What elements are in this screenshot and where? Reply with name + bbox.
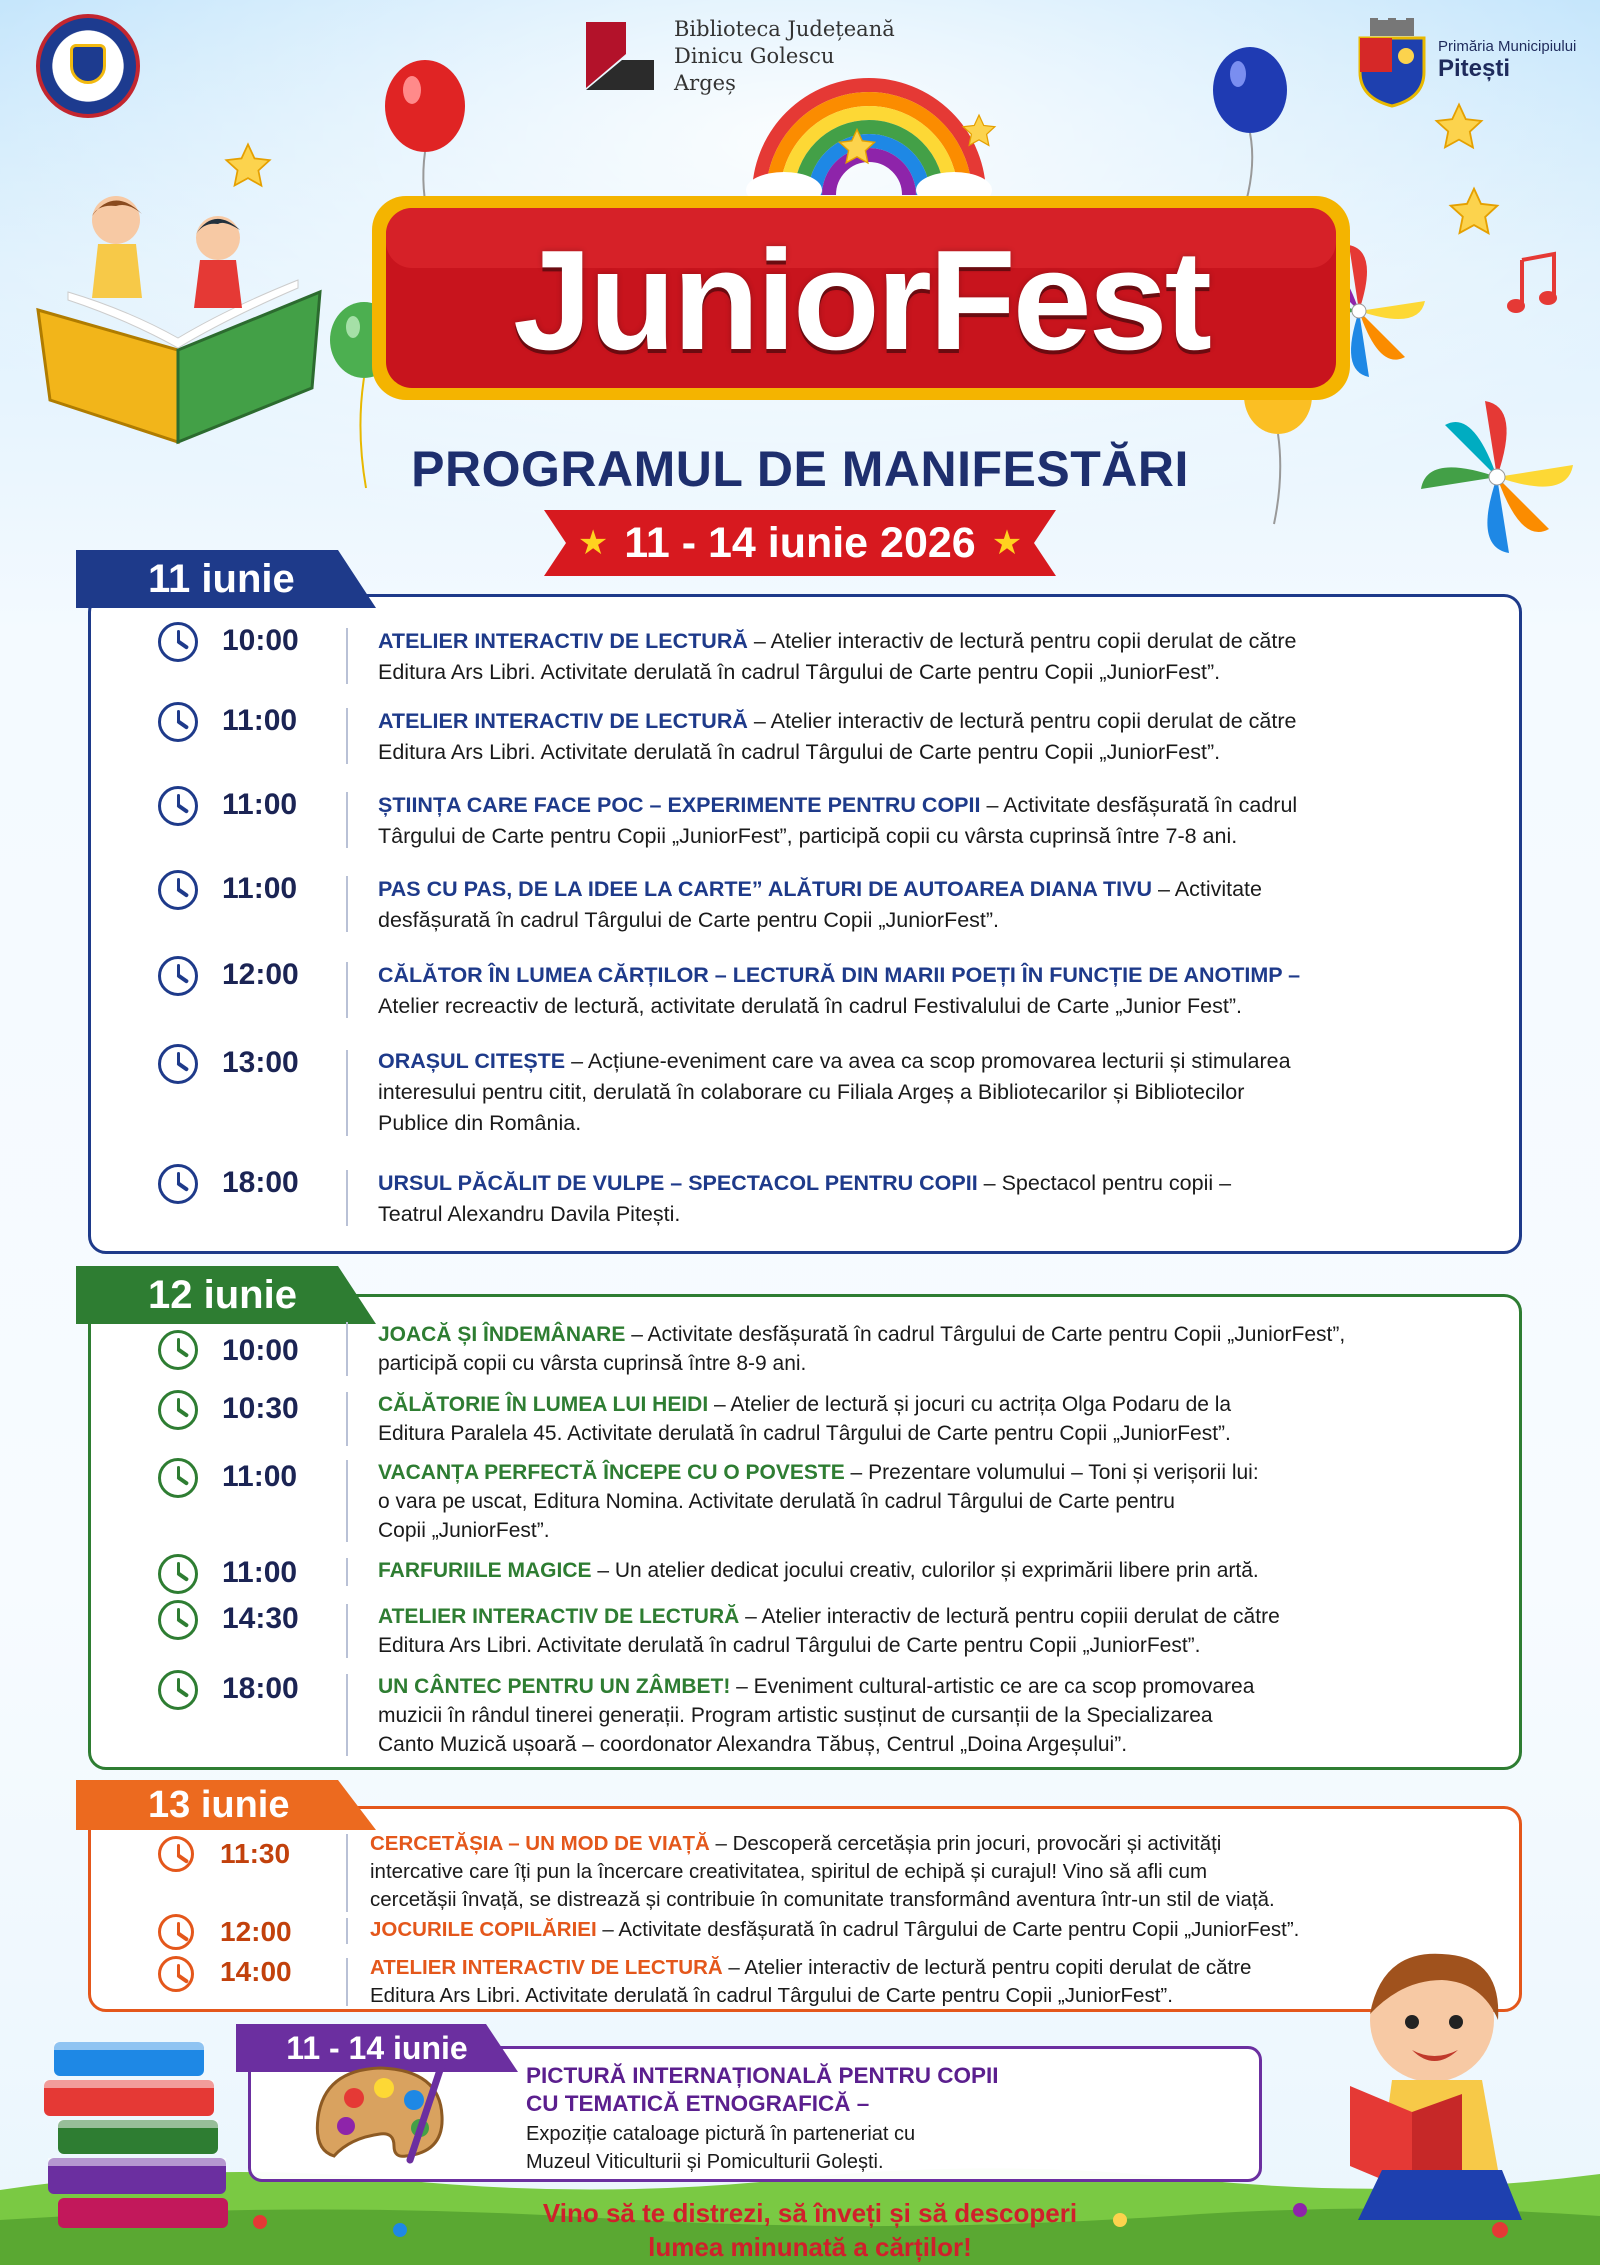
event-time: 13:00 xyxy=(222,1046,299,1079)
event-description: ATELIER INTERACTIV DE LECTURĂ – Atelier interactiv de lectură pentru copii derulat de către Editura Ars Libri. Activitate derulată în cadrul Târgului de Carte pentru Copii „JuniorFest”. xyxy=(378,629,1297,684)
divider xyxy=(346,1918,348,1944)
divider xyxy=(346,1604,348,1658)
star-icon xyxy=(1446,184,1502,240)
divider xyxy=(346,708,348,764)
divider xyxy=(346,962,348,1018)
star-icon xyxy=(960,112,998,150)
exhibition-title-line1: PICTURĂ INTERNAȚIONALĂ PENTRU COPII xyxy=(526,2063,999,2088)
footer-line1: Vino să te distrezi, să înveți și să descoperi xyxy=(542,2198,1078,2228)
city-crest-icon xyxy=(1356,18,1428,108)
library-line2: Dinicu Golescu xyxy=(674,44,835,68)
day-tab-12-iunie xyxy=(76,1266,376,1324)
clock-icon xyxy=(158,1956,194,1992)
divider xyxy=(346,1558,348,1586)
program-subtitle: PROGRAMUL DE MANIFESTĂRI xyxy=(411,441,1189,497)
divider xyxy=(346,1322,348,1376)
event-description: VACANȚA PERFECTĂ ÎNCEPE CU O POVESTE – Prezentare volumului – Toni și verișorii lui: o vara pe uscat, Editura Nomina. Activitate derulată în cadrul Târgului de Carte pentru Copii „JuniorFest”. xyxy=(378,1461,1259,1542)
festival-title: JuniorFest xyxy=(513,221,1209,380)
event-description: FARFURIILE MAGICE – Un atelier dedicat jocului creativ, culorilor și exprimării libere prin artă. xyxy=(378,1559,1259,1582)
library-line3: Argeș xyxy=(674,71,736,95)
event-description: ATELIER INTERACTIV DE LECTURĂ – Atelier interactiv de lectură pentru copiii derulat de către Editura Ars Libri. Activitate derulată în cadrul Târgului de Carte pentru Copii „JuniorFest”. xyxy=(378,1605,1280,1657)
star-icon xyxy=(836,126,878,168)
exhibition-desc-line1: Expoziție cataloage pictură în parteneriat cu xyxy=(526,2123,916,2145)
exhibition-description xyxy=(526,2120,915,2176)
event-time: 14:30 xyxy=(222,1602,299,1635)
clock-icon xyxy=(158,1458,198,1498)
event-description: PAS CU PAS, DE LA IDEE LA CARTE” ALĂTURI DE AUTOAREA DIANA TIVU – Activitate desfășurată în cadrul Târgului de Carte pentru Copii „JuniorFest”. xyxy=(378,877,1262,932)
library-logo-mark xyxy=(582,18,658,94)
event-description: CĂLĂTORIE ÎN LUMEA LUI HEIDI – Atelier de lectură și jocuri cu actrița Olga Podaru de la Editura Paralela 45. Activitate derulată în cadrul Târgului de Carte pentru Copii „JuniorFest”. xyxy=(378,1393,1232,1445)
clock-icon xyxy=(158,1836,194,1872)
exhibition-desc-line2: Muzeul Viticulturii și Pomiculturii Golești. xyxy=(526,2151,884,2173)
event-description: UN CÂNTEC PENTRU UN ZÂMBET! – Eveniment cultural-artistic ce are ca scop promovarea muzicii în rândul tinerei generații. Program artistic susținut de cursanții de la Specializarea Canto Muzică ușoară – coordonator Alexandra Tăbuș, Centrul „Doina Argeșului”. xyxy=(378,1675,1255,1756)
books-stack-illustration xyxy=(34,2032,254,2232)
event-time: 10:00 xyxy=(222,624,299,657)
day-label: 12 iunie xyxy=(148,1272,297,1317)
clock-icon xyxy=(158,622,198,662)
clock-icon xyxy=(158,786,198,826)
city-hall-name xyxy=(1438,38,1576,83)
event-description: ORAȘUL CITEȘTE – Acțiune-eveniment care va avea ca scop promovarea lecturii și stimularea interesului pentru citit, derulată în colaborare cu Filiala Argeș a Bibliotecarilor și Bibliotecilor Publice din România. xyxy=(378,1049,1291,1135)
event-description: ATELIER INTERACTIV DE LECTURĂ – Atelier interactiv de lectură pentru copii derulat de către Editura Ars Libri. Activitate derulată în cadrul Târgului de Carte pentru Copii „JuniorFest”. xyxy=(378,709,1297,764)
day-label: 13 iunie xyxy=(148,1783,290,1826)
event-description: CERCETĂȘIA – UN MOD DE VIAȚĂ – Descoperă cercetășia prin jocuri, provocări și activități intercative care îți pun la încercare creativitatea, spiritul de echipă și curajul! Vino să afli cum cercetășii învață, se distrează și contribuie în comunitate transformând aventura într-un stil de viață. xyxy=(370,1832,1275,1911)
event-time: 11:00 xyxy=(222,788,298,821)
day-tab-11-iunie xyxy=(76,550,376,608)
event-time: 11:00 xyxy=(222,872,298,905)
event-time: 11:00 xyxy=(222,704,298,737)
city-hall-small: Primăria Municipiului xyxy=(1438,38,1577,55)
event-time: 10:00 xyxy=(222,1334,299,1367)
star-icon: ★ xyxy=(577,524,609,562)
clock-icon xyxy=(158,956,198,996)
event-time: 10:30 xyxy=(222,1392,299,1425)
clock-icon xyxy=(158,1554,198,1594)
exhibition-dates: 11 - 14 iunie xyxy=(286,2029,468,2066)
event-description: ȘTIINȚA CARE FACE POC – EXPERIMENTE PENTRU COPII – Activitate desfășurată în cadrul Târgului de Carte pentru Copii „JuniorFest”, participă copii cu vârsta cuprinsă între 7-8 ani. xyxy=(378,793,1298,848)
divider xyxy=(346,1834,348,1912)
divider xyxy=(346,1392,348,1446)
day-label: 11 iunie xyxy=(148,556,295,601)
clock-icon xyxy=(158,1670,198,1710)
event-time: 12:00 xyxy=(220,1916,292,1947)
event-description: URSUL PĂCĂLIT DE VULPE – SPECTACOL PENTRU COPII – Spectacol pentru copii – Teatrul Alexandru Davila Pitești. xyxy=(378,1171,1232,1226)
city-hall-big: Pitești xyxy=(1438,55,1511,82)
music-note-icon xyxy=(1502,250,1566,320)
event-time: 11:30 xyxy=(220,1838,291,1869)
divider xyxy=(346,792,348,848)
divider xyxy=(346,1460,348,1542)
paint-palette-icon xyxy=(310,2060,450,2170)
library-name xyxy=(674,16,895,97)
divider xyxy=(346,1170,348,1226)
star-icon xyxy=(1432,100,1486,154)
footer-line2: lumea minunată a cărților! xyxy=(648,2232,972,2262)
event-time: 11:00 xyxy=(222,1460,298,1493)
event-description: JOACĂ ȘI ÎNDEMÂNARE – Activitate desfășurată în cadrul Târgului de Carte pentru Copii „JuniorFest”, participă copii cu vârsta cuprinsă între 8-9 ani. xyxy=(378,1323,1346,1375)
event-description: ATELIER INTERACTIV DE LECTURĂ – Atelier interactiv de lectură pentru copiti derulat de către Editura Ars Libri. Activitate derulată în cadrul Târgului de Carte pentru Copii „JuniorFest”. xyxy=(370,1956,1252,2007)
divider xyxy=(346,1674,348,1756)
clock-icon xyxy=(158,870,198,910)
clock-icon xyxy=(158,1600,198,1640)
clock-icon xyxy=(158,702,198,742)
event-time: 18:00 xyxy=(222,1672,299,1705)
clock-icon xyxy=(158,1330,198,1370)
day-tab-13-iunie xyxy=(76,1780,376,1830)
event-time: 14:00 xyxy=(220,1956,292,1987)
blue-balloon-icon xyxy=(1208,44,1292,204)
divider xyxy=(346,1958,348,2006)
library-association-logo xyxy=(36,14,140,118)
event-time: 18:00 xyxy=(222,1166,299,1199)
divider xyxy=(346,628,348,684)
event-time: 12:00 xyxy=(222,958,299,991)
footer-slogan xyxy=(380,2196,1240,2264)
star-icon: ★ xyxy=(991,524,1023,562)
divider xyxy=(346,876,348,932)
event-time: 11:00 xyxy=(222,1556,298,1589)
clock-icon xyxy=(158,1164,198,1204)
festival-dates-label: 11 - 14 iunie 2026 xyxy=(624,518,976,567)
exhibition-title xyxy=(526,2062,999,2118)
exhibition-title-line2: CU TEMATICĂ ETNOGRAFICĂ – xyxy=(526,2091,870,2116)
festival-dates xyxy=(544,506,1056,580)
library-line1: Biblioteca Județeană xyxy=(674,17,895,41)
event-description: JOCURILE COPILĂRIEI – Activitate desfășurată în cadrul Târgului de Carte pentru Copii „JuniorFest”. xyxy=(370,1918,1300,1941)
clock-icon xyxy=(158,1914,194,1950)
kids-on-book-illustration xyxy=(28,180,328,450)
reading-boy-illustration xyxy=(1262,1930,1562,2230)
divider xyxy=(346,1050,348,1136)
clock-icon xyxy=(158,1044,198,1084)
clock-icon xyxy=(158,1390,198,1430)
event-description: CĂLĂTOR ÎN LUMEA CĂRȚILOR – LECTURĂ DIN MARII POEȚI ÎN FUNCȚIE DE ANOTIMP – Atelier recreactiv de lectură, activitate derulată în cadrul Festivalului de Carte „Junior Fest”. xyxy=(378,963,1301,1018)
